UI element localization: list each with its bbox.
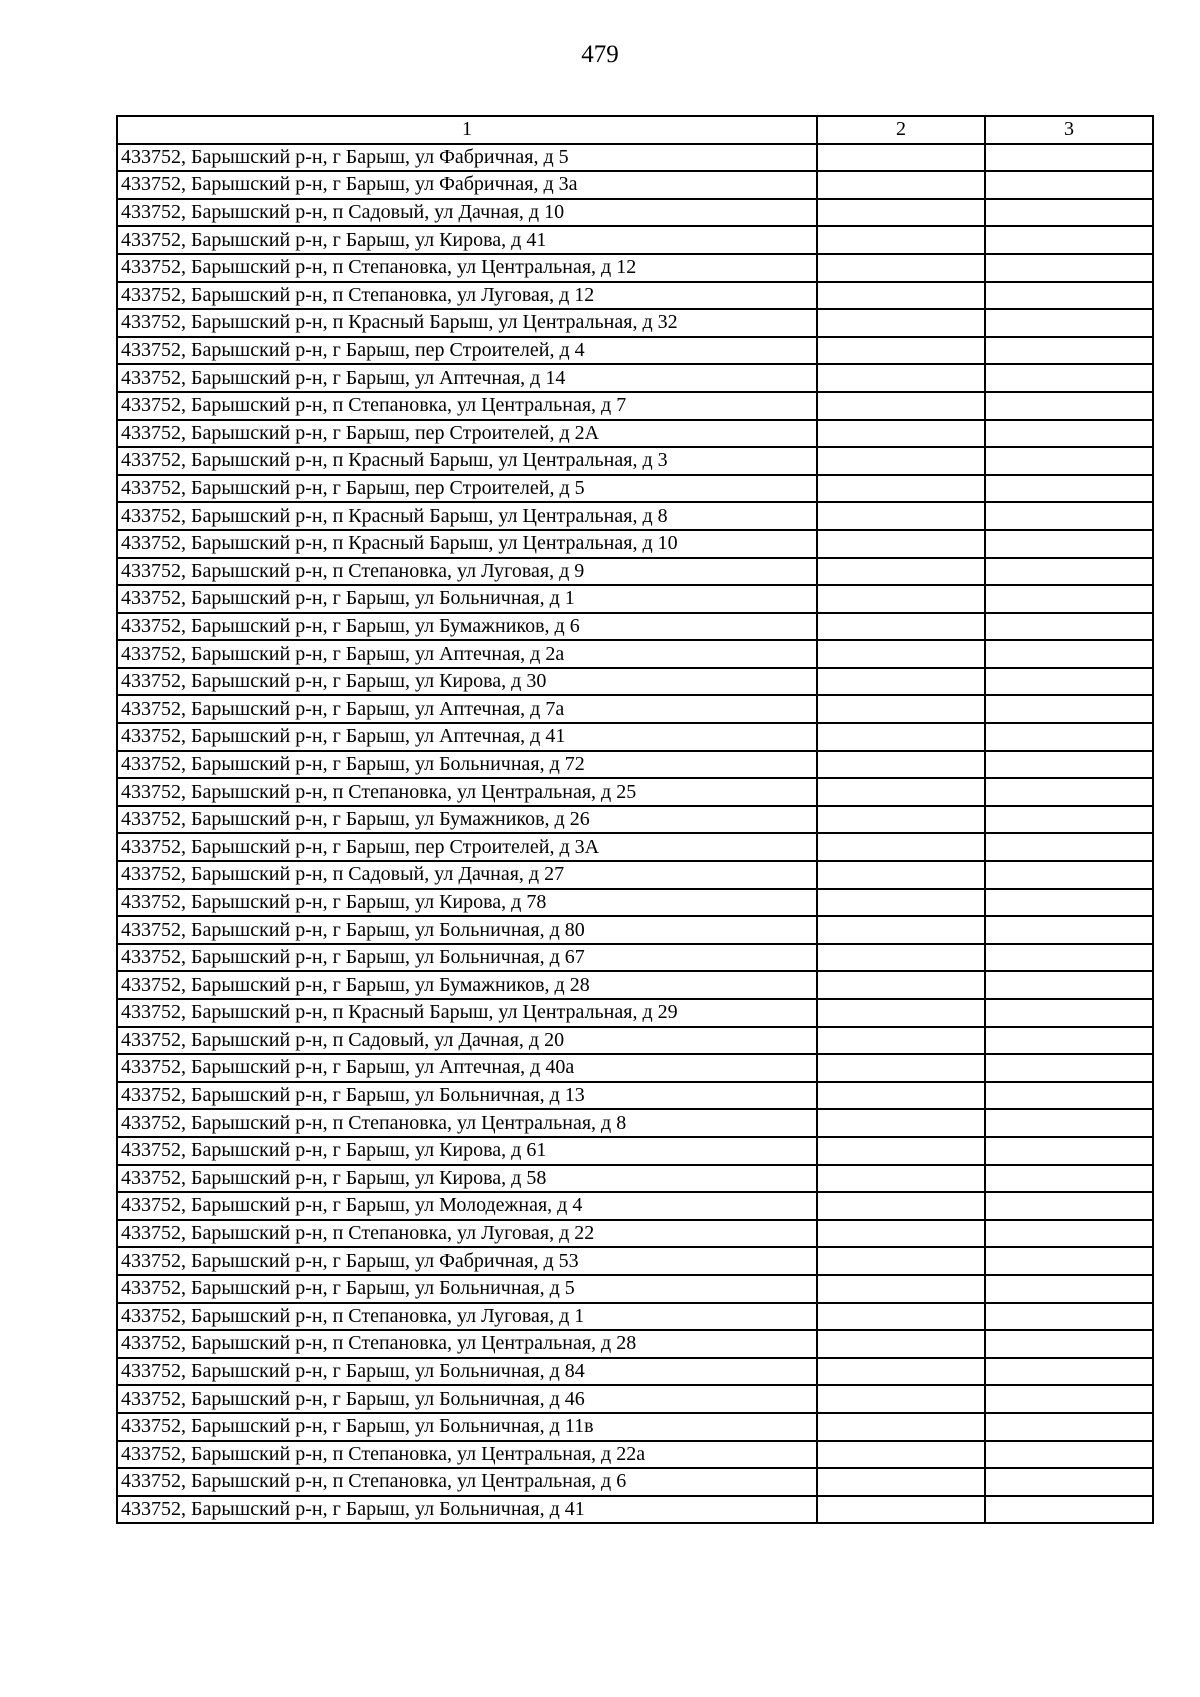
table-row <box>117 475 1153 503</box>
column-3-cell <box>985 889 1153 917</box>
address-cell: 433752, Барышский р-н, п Красный Барыш, ул Центральная, д 3 <box>117 447 817 475</box>
address-cell: 433752, Барышский р-н, г Барыш, ул Больничная, д 72 <box>117 751 817 779</box>
column-3-cell <box>985 1109 1153 1137</box>
address-cell: 433752, Барышский р-н, г Барыш, ул Кирова, д 41 <box>117 226 817 254</box>
address-cell: 433752, Барышский р-н, г Барыш, ул Больничная, д 5 <box>117 1275 817 1303</box>
column-2-cell <box>817 916 985 944</box>
column-2-cell <box>817 1413 985 1441</box>
column-2-cell <box>817 613 985 641</box>
address-cell: 433752, Барышский р-н, г Барыш, пер Строителей, д 5 <box>117 475 817 503</box>
address-cell: 433752, Барышский р-н, г Барыш, ул Фабричная, д 3а <box>117 171 817 199</box>
column-3-cell <box>985 1137 1153 1165</box>
table-row <box>117 558 1153 586</box>
column-3-cell <box>985 144 1153 172</box>
address-cell: 433752, Барышский р-н, п Степановка, ул Центральная, д 6 <box>117 1468 817 1496</box>
table-row <box>117 778 1153 806</box>
address-cell: 433752, Барышский р-н, г Барыш, ул Бумажников, д 6 <box>117 613 817 641</box>
address-cell: 433752, Барышский р-н, п Садовый, ул Дачная, д 10 <box>117 199 817 227</box>
column-2-cell <box>817 668 985 696</box>
address-cell: 433752, Барышский р-н, п Степановка, ул Центральная, д 22а <box>117 1441 817 1469</box>
table-row <box>117 723 1153 751</box>
column-3-cell <box>985 723 1153 751</box>
table-row <box>117 695 1153 723</box>
table-row <box>117 1413 1153 1441</box>
table-row <box>117 1441 1153 1469</box>
table-row <box>117 226 1153 254</box>
address-cell: 433752, Барышский р-н, г Барыш, ул Аптечная, д 40а <box>117 1054 817 1082</box>
column-2-cell <box>817 999 985 1027</box>
table-row <box>117 999 1153 1027</box>
column-3-cell <box>985 530 1153 558</box>
column-3-cell <box>985 1275 1153 1303</box>
column-3-cell <box>985 1330 1153 1358</box>
column-3-cell <box>985 392 1153 420</box>
table-row <box>117 1303 1153 1331</box>
address-cell: 433752, Барышский р-н, г Барыш, ул Больничная, д 46 <box>117 1385 817 1413</box>
column-2-cell <box>817 695 985 723</box>
table-row <box>117 420 1153 448</box>
table-row <box>117 971 1153 999</box>
column-2-cell <box>817 889 985 917</box>
table-row <box>117 861 1153 889</box>
column-2-cell <box>817 1220 985 1248</box>
column-2-cell <box>817 806 985 834</box>
column-3-cell <box>985 1468 1153 1496</box>
table-row <box>117 1358 1153 1386</box>
column-3-cell <box>985 337 1153 365</box>
column-2-cell <box>817 475 985 503</box>
address-cell: 433752, Барышский р-н, г Барыш, ул Кирова, д 30 <box>117 668 817 696</box>
column-3-cell <box>985 199 1153 227</box>
table-row <box>117 1192 1153 1220</box>
column-2-cell <box>817 1165 985 1193</box>
column-3-cell <box>985 751 1153 779</box>
column-3-cell <box>985 1358 1153 1386</box>
column-2-cell <box>817 144 985 172</box>
column-2-cell <box>817 778 985 806</box>
column-3-cell <box>985 171 1153 199</box>
column-2-cell <box>817 1027 985 1055</box>
table-row <box>117 751 1153 779</box>
address-cell: 433752, Барышский р-н, г Барыш, пер Строителей, д 2А <box>117 420 817 448</box>
column-2-cell <box>817 337 985 365</box>
table-row <box>117 337 1153 365</box>
address-cell: 433752, Барышский р-н, г Барыш, ул Молодежная, д 4 <box>117 1192 817 1220</box>
table-row <box>117 144 1153 172</box>
column-2-cell <box>817 1496 985 1524</box>
address-cell: 433752, Барышский р-н, г Барыш, ул Фабричная, д 53 <box>117 1247 817 1275</box>
table-row <box>117 447 1153 475</box>
table-header-row <box>117 116 1153 144</box>
table-row <box>117 1275 1153 1303</box>
table-row <box>117 806 1153 834</box>
column-3-cell <box>985 502 1153 530</box>
column-header-2: 2 <box>817 116 985 144</box>
table-row <box>117 1137 1153 1165</box>
address-cell: 433752, Барышский р-н, п Степановка, ул Центральная, д 25 <box>117 778 817 806</box>
table-row <box>117 1385 1153 1413</box>
address-cell: 433752, Барышский р-н, г Барыш, пер Строителей, д 4 <box>117 337 817 365</box>
column-3-cell <box>985 1385 1153 1413</box>
address-cell: 433752, Барышский р-н, г Барыш, ул Кирова, д 78 <box>117 889 817 917</box>
column-3-cell <box>985 447 1153 475</box>
address-cell: 433752, Барышский р-н, г Барыш, ул Больничная, д 84 <box>117 1358 817 1386</box>
column-3-cell <box>985 1165 1153 1193</box>
column-3-cell <box>985 282 1153 310</box>
column-3-cell <box>985 1082 1153 1110</box>
column-header-3: 3 <box>985 116 1153 144</box>
column-3-cell <box>985 420 1153 448</box>
column-3-cell <box>985 668 1153 696</box>
table-row <box>117 1468 1153 1496</box>
column-3-cell <box>985 695 1153 723</box>
table-row <box>117 1165 1153 1193</box>
table-row <box>117 171 1153 199</box>
column-2-cell <box>817 1082 985 1110</box>
column-2-cell <box>817 1303 985 1331</box>
table-row <box>117 833 1153 861</box>
column-3-cell <box>985 1027 1153 1055</box>
address-cell: 433752, Барышский р-н, г Барыш, ул Аптечная, д 2а <box>117 640 817 668</box>
column-3-cell <box>985 1054 1153 1082</box>
address-cell: 433752, Барышский р-н, г Барыш, ул Аптечная, д 41 <box>117 723 817 751</box>
address-cell: 433752, Барышский р-н, п Красный Барыш, ул Центральная, д 8 <box>117 502 817 530</box>
address-cell: 433752, Барышский р-н, г Барыш, ул Больничная, д 13 <box>117 1082 817 1110</box>
column-2-cell <box>817 558 985 586</box>
column-3-cell <box>985 1413 1153 1441</box>
address-cell: 433752, Барышский р-н, г Барыш, ул Аптечная, д 7а <box>117 695 817 723</box>
column-3-cell <box>985 226 1153 254</box>
column-3-cell <box>985 916 1153 944</box>
column-2-cell <box>817 1109 985 1137</box>
table-row <box>117 1109 1153 1137</box>
column-2-cell <box>817 1054 985 1082</box>
table-row <box>117 889 1153 917</box>
address-cell: 433752, Барышский р-н, п Степановка, ул Луговая, д 1 <box>117 1303 817 1331</box>
address-cell: 433752, Барышский р-н, г Барыш, ул Аптечная, д 14 <box>117 364 817 392</box>
column-2-cell <box>817 1441 985 1469</box>
address-cell: 433752, Барышский р-н, п Садовый, ул Дачная, д 27 <box>117 861 817 889</box>
column-2-cell <box>817 944 985 972</box>
table-row <box>117 199 1153 227</box>
column-2-cell <box>817 1192 985 1220</box>
table-row <box>117 392 1153 420</box>
column-2-cell <box>817 1358 985 1386</box>
table-row <box>117 1027 1153 1055</box>
column-3-cell <box>985 806 1153 834</box>
column-3-cell <box>985 364 1153 392</box>
column-2-cell <box>817 1330 985 1358</box>
column-2-cell <box>817 1247 985 1275</box>
address-cell: 433752, Барышский р-н, г Барыш, ул Больничная, д 11в <box>117 1413 817 1441</box>
column-2-cell <box>817 971 985 999</box>
column-3-cell <box>985 1220 1153 1248</box>
column-2-cell <box>817 254 985 282</box>
column-2-cell <box>817 1468 985 1496</box>
table-row <box>117 1496 1153 1524</box>
column-3-cell <box>985 475 1153 503</box>
table-row <box>117 1082 1153 1110</box>
column-3-cell <box>985 558 1153 586</box>
column-3-cell <box>985 1303 1153 1331</box>
address-cell: 433752, Барышский р-н, г Барыш, ул Бумажников, д 26 <box>117 806 817 834</box>
column-2-cell <box>817 1137 985 1165</box>
column-3-cell <box>985 254 1153 282</box>
column-2-cell <box>817 1275 985 1303</box>
address-cell: 433752, Барышский р-н, п Степановка, ул Луговая, д 9 <box>117 558 817 586</box>
column-2-cell <box>817 226 985 254</box>
column-2-cell <box>817 530 985 558</box>
table-row <box>117 916 1153 944</box>
address-cell: 433752, Барышский р-н, п Красный Барыш, ул Центральная, д 10 <box>117 530 817 558</box>
column-header-1: 1 <box>117 116 817 144</box>
table-row <box>117 640 1153 668</box>
column-2-cell <box>817 1385 985 1413</box>
table-row <box>117 668 1153 696</box>
column-2-cell <box>817 447 985 475</box>
column-2-cell <box>817 420 985 448</box>
column-3-cell <box>985 833 1153 861</box>
column-2-cell <box>817 861 985 889</box>
address-cell: 433752, Барышский р-н, п Степановка, ул Луговая, д 12 <box>117 282 817 310</box>
column-2-cell <box>817 833 985 861</box>
column-3-cell <box>985 309 1153 337</box>
column-3-cell <box>985 613 1153 641</box>
column-2-cell <box>817 364 985 392</box>
address-cell: 433752, Барышский р-н, г Барыш, ул Кирова, д 58 <box>117 1165 817 1193</box>
address-cell: 433752, Барышский р-н, п Красный Барыш, ул Центральная, д 29 <box>117 999 817 1027</box>
column-2-cell <box>817 282 985 310</box>
column-2-cell <box>817 309 985 337</box>
address-table <box>116 115 1154 1524</box>
table-row <box>117 364 1153 392</box>
table-row <box>117 1054 1153 1082</box>
column-2-cell <box>817 502 985 530</box>
address-cell: 433752, Барышский р-н, г Барыш, ул Больничная, д 41 <box>117 1496 817 1524</box>
column-3-cell <box>985 585 1153 613</box>
column-3-cell <box>985 778 1153 806</box>
table-row <box>117 613 1153 641</box>
address-cell: 433752, Барышский р-н, п Степановка, ул Центральная, д 7 <box>117 392 817 420</box>
table-row <box>117 585 1153 613</box>
table-row <box>117 530 1153 558</box>
address-cell: 433752, Барышский р-н, п Степановка, ул Центральная, д 8 <box>117 1109 817 1137</box>
column-2-cell <box>817 723 985 751</box>
table-row <box>117 944 1153 972</box>
address-cell: 433752, Барышский р-н, г Барыш, ул Больничная, д 67 <box>117 944 817 972</box>
table-row <box>117 1220 1153 1248</box>
column-3-cell <box>985 999 1153 1027</box>
address-cell: 433752, Барышский р-н, п Степановка, ул Центральная, д 28 <box>117 1330 817 1358</box>
table-row <box>117 1247 1153 1275</box>
table-row <box>117 309 1153 337</box>
address-cell: 433752, Барышский р-н, п Степановка, ул Центральная, д 12 <box>117 254 817 282</box>
table-row <box>117 1330 1153 1358</box>
address-cell: 433752, Барышский р-н, г Барыш, ул Больничная, д 1 <box>117 585 817 613</box>
column-3-cell <box>985 640 1153 668</box>
column-3-cell <box>985 1496 1153 1524</box>
column-2-cell <box>817 751 985 779</box>
address-cell: 433752, Барышский р-н, п Садовый, ул Дачная, д 20 <box>117 1027 817 1055</box>
table-body <box>117 144 1153 1524</box>
column-2-cell <box>817 171 985 199</box>
column-2-cell <box>817 392 985 420</box>
column-3-cell <box>985 1247 1153 1275</box>
column-3-cell <box>985 1192 1153 1220</box>
column-2-cell <box>817 640 985 668</box>
table-row <box>117 254 1153 282</box>
column-3-cell <box>985 971 1153 999</box>
address-cell: 433752, Барышский р-н, п Степановка, ул Луговая, д 22 <box>117 1220 817 1248</box>
column-3-cell <box>985 861 1153 889</box>
page-number: 479 <box>581 41 619 68</box>
address-cell: 433752, Барышский р-н, г Барыш, ул Кирова, д 61 <box>117 1137 817 1165</box>
address-cell: 433752, Барышский р-н, п Красный Барыш, ул Центральная, д 32 <box>117 309 817 337</box>
address-cell: 433752, Барышский р-н, г Барыш, ул Больничная, д 80 <box>117 916 817 944</box>
address-cell: 433752, Барышский р-н, г Барыш, ул Фабричная, д 5 <box>117 144 817 172</box>
address-cell: 433752, Барышский р-н, г Барыш, ул Бумажников, д 28 <box>117 971 817 999</box>
column-3-cell <box>985 1441 1153 1469</box>
column-2-cell <box>817 585 985 613</box>
column-3-cell <box>985 944 1153 972</box>
table-row <box>117 282 1153 310</box>
table-row <box>117 502 1153 530</box>
column-2-cell <box>817 199 985 227</box>
address-cell: 433752, Барышский р-н, г Барыш, пер Строителей, д 3А <box>117 833 817 861</box>
